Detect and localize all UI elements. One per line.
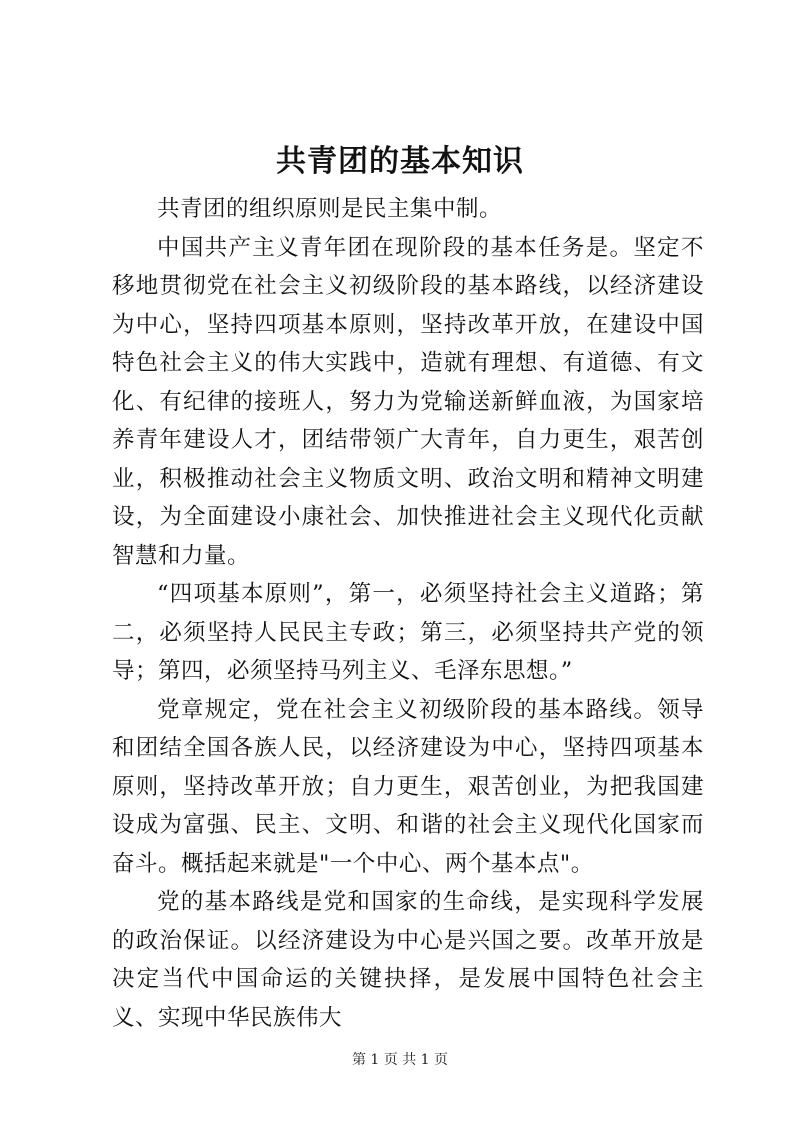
paragraph-party-basic-line: 党章规定，党在社会主义初级阶段的基本路线。领导和团结全国各族人民，以经济建设为中心，坚持四项基本原则，坚持改革开放；自力更生，艰苦创业，为把我国建设成为富强、民主、文明、和谐的社会主义现代化国家而奋斗。概括起来就是"一个中心、两个基本点"。 xyxy=(112,696,704,877)
paragraph-lifeline: 党的基本路线是党和国家的生命线，是实现科学发展的政治保证。以经济建设为中心是兴国之要。改革开放是决定当代中国命运的关键抉择，是发展中国特色社会主义、实现中华民族伟大 xyxy=(112,889,704,1031)
document-body xyxy=(112,190,704,1037)
page-number-footer: 第 1 页 共 1 页 xyxy=(351,1052,449,1068)
paragraph-organization-principle: 共青团的组织原则是民主集中制。 xyxy=(157,196,503,222)
document-title: 共青团的基本知识 xyxy=(276,144,524,179)
paragraph-four-principles: “四项基本原则”，第一，必须坚持社会主义道路；第二，必须坚持人民民主专政；第三，必须坚持共产党的领导；第四，必须坚持马列主义、毛泽东思想。” xyxy=(112,581,704,684)
paragraph-basic-task: 中国共产主义青年团在现阶段的基本任务是。坚定不移地贯彻党在社会主义初级阶段的基本路线，以经济建设为中心，坚持四项基本原则，坚持改革开放，在建设中国特色社会主义的伟大实践中，造就有理想、有道德、有文化、有纪律的接班人，努力为党输送新鲜血液，为国家培养青年建设人才，团结带领广大青年，自力更生，艰苦创业，积极推动社会主义物质文明、政治文明和精神文明建设，为全面建设小康社会、加快推进社会主义现代化贡献智慧和力量。 xyxy=(112,234,704,569)
